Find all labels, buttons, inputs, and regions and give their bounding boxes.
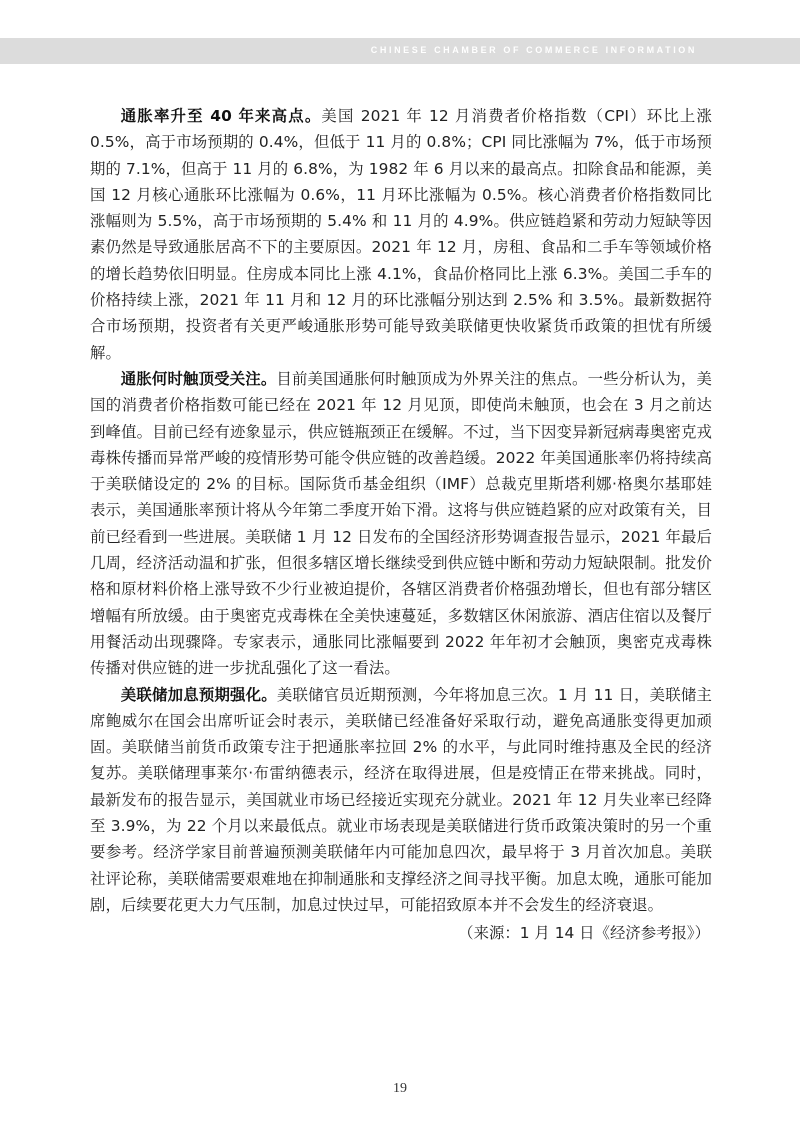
paragraph-inflation-peak [90, 366, 712, 682]
paragraph-inflation-high [90, 103, 712, 366]
paragraph-text: 目前美国通胀何时触顶成为外界关注的焦点。一些分析认为，美国的消费者价格指数可能已经在 2021 年 12 月见顶，即使尚未触顶，也会在 3 月之前达到峰值。目前已经有迹象显示，供应链瓶颈正在缓解。不过，当下因变异新冠病毒奥密克戎毒株传播而异常严峻的疫情形势可能令供应链的改善趋缓。2022 年美国通胀率仍将持续高于美联储设定的 2% 的目标。国际货币基金组织（IMF）总裁克里斯塔利娜·格奥尔基耶娃表示，美国通胀率预计将从今年第二季度开始下滑。这将与供应链趋紧的应对政策有关，目前已经看到一些进展。美联储 1 月 12 日发布的全国经济形势调查报告显示，2021 年最后几周，经济活动温和扩张，但很多辖区增长继续受到供应链中断和劳动力短缺限制。批发价格和原材料价格上涨导致不少行业被迫提价，各辖区消费者价格强劲增长，但也有部分辖区增幅有所放缓。由于奥密克戎毒株在全美快速蔓延，多数辖区休闲旅游、酒店住宿以及餐厅用餐活动出现骤降。专家表示，通胀同比涨幅要到 2022 年年初才会触顶，奥密克戎毒株传播对供应链的进一步扰乱强化了这一看法。 [90, 369, 712, 678]
paragraph-text: 美国 2021 年 12 月消费者价格指数（CPI）环比上涨 0.5%，高于市场预期的 0.4%，但低于 11 月的 0.8%；CPI 同比涨幅为 7%，低于市场预期的 7.1%，但高于 11 月的 6.8%，为 1982 年 6 月以来的最高点。扣除食品和能源，美国 12 月核心通胀环比涨幅为 0.6%，11 月环比涨幅为 0.5%。核心消费者价格指数同比涨幅则为 5.5%，高于市场预期的 5.4% 和 11 月的 4.9%。供应链趋紧和劳动力短缺等因素仍然是导致通胀居高不下的主要原因。2021 年 12 月，房租、食品和二手车等领域价格的增长趋势依旧明显。住房成本同比上涨 4.1%，食品价格同比上涨 6.3%。美国二手车的价格持续上涨，2021 年 11 月和 12 月的环比涨幅分别达到 2.5% 和 3.5%。最新数据符合市场预期，投资者有关更严峻通胀形势可能导致美联储更快收紧货币政策的担忧有所缓解。 [90, 107, 712, 362]
article-body [90, 103, 712, 946]
publication-banner: CHINESE CHAMBER OF COMMERCE INFORMATION [370, 45, 697, 55]
source-citation: （来源：1 月 14 日《经济参考报》） [458, 924, 710, 943]
paragraph-lead: 通胀率升至 40 年来高点。 [120, 107, 322, 125]
paragraph-text: 美联储官员近期预测，今年将加息三次。1 月 11 日，美联储主席鲍威尔在国会出席听证会时表示，美联储已经准备好采取行动，避免高通胀变得更加顽固。美联储当前货币政策专注于把通胀率拉回 2% 的水平，与此同时维持惠及全民的经济复苏。美联储理事莱尔·布雷纳德表示，经济在取得进展，但是疫情正在带来挑战。同时，最新发布的报告显示，美国就业市场已经接近实现充分就业。2021 年 12 月失业率已经降至 3.9%，为 22 个月以来最低点。就业市场表现是美联储进行货币政策决策时的另一个重要参考。经济学家目前普遍预测美联储年内可能加息四次，最早将于 3 月首次加息。美联社评论称，美联储需要艰难地在抑制通胀和支撑经济之间寻找平衡。加息太晚，通胀可能加剧，后续要花更大力气压制，加息过快过早，可能招致原本并不会发生的经济衰退。 [90, 685, 712, 914]
paragraph-lead: 通胀何时触顶受关注。 [120, 369, 277, 388]
page-number: 19 [393, 1081, 407, 1096]
paragraph-rate-hike [90, 682, 712, 919]
paragraph-lead: 美联储加息预期强化。 [120, 685, 277, 704]
